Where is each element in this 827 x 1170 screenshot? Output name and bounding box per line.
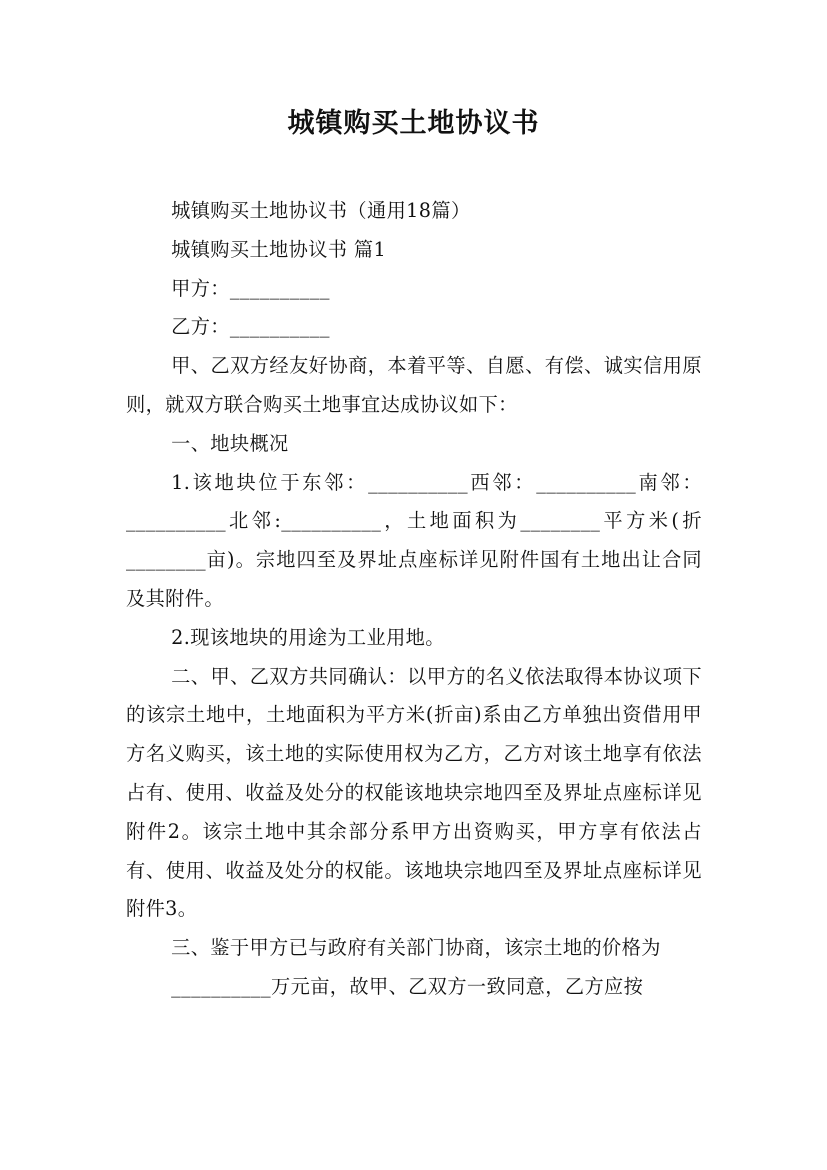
document-title: 城镇购买土地协议书	[287, 108, 540, 139]
document-body	[126, 192, 702, 1007]
paragraph-party-b: 乙方：__________	[171, 315, 330, 339]
paragraph-land-use: 2.现该地块的用途为工业用地。	[171, 625, 445, 649]
paragraph-heading-general: 城镇购买土地协议书（通用18篇）	[171, 199, 471, 222]
paragraph-intro: 甲、乙双方经友好协商，本着平等、自愿、有偿、诚实信用原则，就双方联合购买土地事宜达成协议如下：	[126, 354, 702, 416]
paragraph-party-a: 甲方：__________	[171, 276, 330, 300]
paragraph-section-one: 一、地块概况	[171, 431, 289, 455]
paragraph-section-three: 三、鉴于甲方已与政府有关部门协商，该宗土地的价格为	[171, 936, 661, 960]
paragraph-price: __________万元亩，故甲、乙双方一致同意，乙方应按	[171, 974, 644, 998]
paragraph-location: 1.该地块位于东邻：__________西邻：__________南邻：__________北邻:__________，土地面积为________平方米(折________亩)。宗地四至及界址点座标详见附件国有土地出让合同及其附件。	[126, 470, 702, 610]
paragraph-section-title: 城镇购买土地协议书 篇1	[171, 237, 387, 261]
paragraph-section-two: 二、甲、乙双方共同确认：以甲方的名义依法取得本协议项下的该宗土地中，土地面积为平方米(折亩)系由乙方单独出资借用甲方名义购买，该土地的实际使用权为乙方，乙方对该土地享有依法占有、使用、收益及处分的权能该地块宗地四至及界址点座标详见附件2。该宗土地中其余部分系甲方出资购买，甲方享有依法占有、使用、收益及处分的权能。该地块宗地四至及界址点座标详见附件3。	[126, 664, 702, 921]
